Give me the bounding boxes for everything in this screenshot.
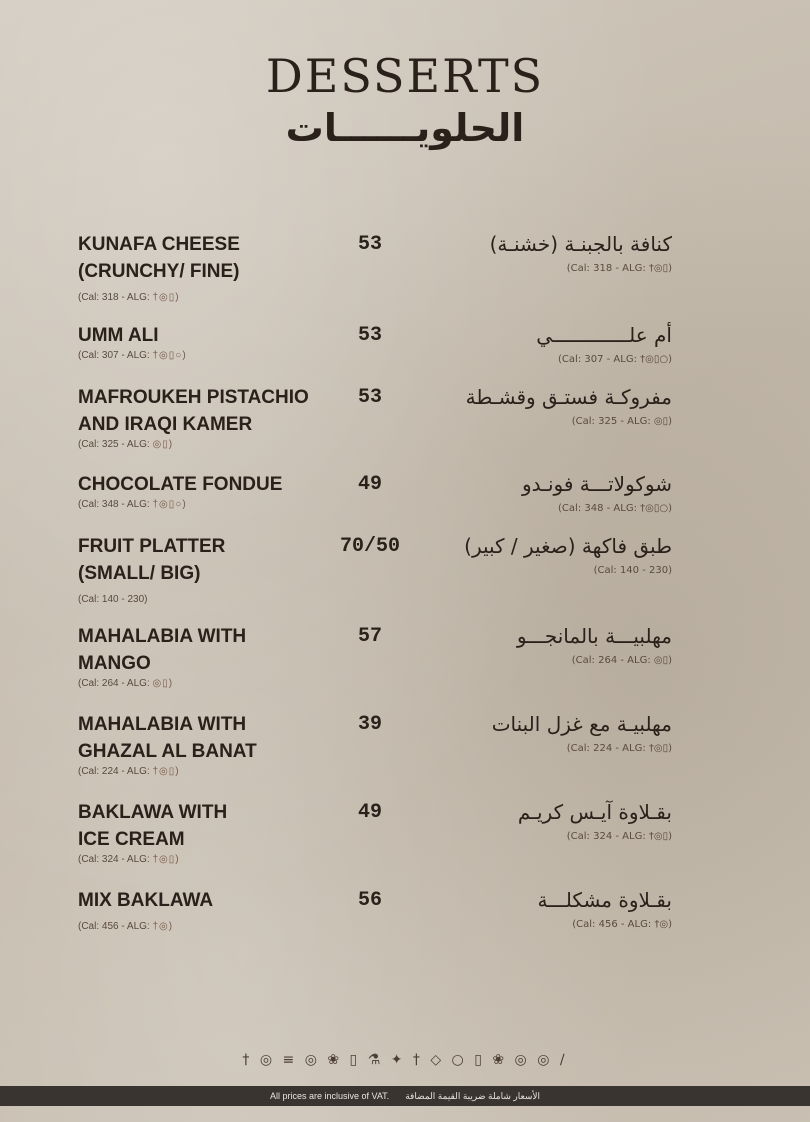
footer-bar [0,1086,810,1106]
item-calories [78,291,328,305]
item-price: 49 [357,473,382,496]
item-calories-ar: (Cal: 324 - ALG: †◎▯) [566,831,672,842]
item-name-en [78,623,328,691]
item-name-ar [412,231,672,276]
item-calories-ar: (Cal: 348 - ALG: †◎▯○) [558,503,672,514]
item-name-line: MIX BAKLAWA [78,890,214,911]
item-name-ar [412,533,672,578]
allergen-icons: †◎▯) [152,766,180,777]
item-name-en [78,322,328,363]
item-name-line: CHOCOLATE FONDUE [78,474,283,495]
item-price: 53 [357,324,382,347]
calorie-text: (Cal: 264 - ALG: [78,678,150,689]
item-calories [78,920,328,934]
arabic-name: بقـلاوة مشكلـــة [537,888,672,912]
item-name-en [78,711,328,779]
item-name-en [78,887,328,934]
arabic-name: شوكولاتـــة فونـدو [521,472,672,496]
calorie-text: (Cal: 325 - ALG: [78,439,150,450]
page-title: DESSERTS [265,49,545,103]
allergen-icons: ◎▯) [152,439,174,450]
arabic-name: مفروكـة فستـق وقشـطة [465,385,672,409]
item-name-en [78,471,328,512]
item-name-line: MAHALABIA WITH [78,626,247,647]
allergen-icons: †◎) [152,921,174,932]
item-name-ar [412,322,672,367]
item-name-line: MAFROUKEH PISTACHIO [78,387,309,408]
item-name-en [78,799,328,867]
item-name-line: KUNAFA CHEESE [78,234,240,255]
arabic-name: طبق فاكهة (صغير / كبير) [464,534,672,558]
item-calories: (Cal: 140 - 230) [78,594,148,605]
allergen-icons: ◎▯) [152,678,174,689]
allergen-icons: †◎▯○) [152,350,187,361]
calorie-text: (Cal: 307 - ALG: [78,350,150,361]
item-name-en [78,533,328,607]
item-name-line: FRUIT PLATTER [78,536,226,557]
arabic-name: بقـلاوة آيـس كريـم [517,800,672,824]
calorie-text: (Cal: 456 - ALG: [78,921,150,932]
calorie-text: (Cal: 348 - ALG: [78,499,150,510]
item-calories-ar: (Cal: 318 - ALG: †◎▯) [566,263,672,274]
item-calories-ar: (Cal: 140 - 230) [593,565,672,576]
item-calories [78,498,328,512]
item-name-line: BAKLAWA WITH [78,802,228,823]
calorie-text: (Cal: 224 - ALG: [78,766,150,777]
item-name-ar [412,384,672,429]
item-name-ar [412,623,672,668]
item-calories [78,438,328,452]
item-name-line: (CRUNCHY/ FINE) [78,261,240,282]
item-name-en [78,384,328,452]
item-name-en [78,231,328,305]
item-name-ar [412,471,672,516]
item-name-ar [412,711,672,756]
item-name-ar [412,887,672,932]
item-name-line: (SMALL/ BIG) [78,563,201,584]
allergen-legend-icons: † ◎ ≡ ◎ ❀ ▯ ⚗ ✦ † ◇ ○ ▯ ❀ ◎ ◎ ∕ [242,1052,568,1068]
item-name-line: UMM ALI [78,325,159,346]
arabic-name: مهلبيـة مع غزل البنات [491,712,672,736]
arabic-name: مهلبيـــة بالمانجـــو [516,624,672,648]
item-calories-ar: (Cal: 264 - ALG: ◎▯) [571,655,672,666]
page-title-arabic: الحلويــــــات [285,106,525,150]
item-name-ar [412,799,672,844]
item-name-line: MAHALABIA WITH [78,714,247,735]
item-calories-ar: (Cal: 456 - ALG: †◎) [572,919,672,930]
calorie-text: (Cal: 318 - ALG: [78,292,150,303]
item-name-line: MANGO [78,653,151,674]
item-calories-ar: (Cal: 325 - ALG: ◎▯) [571,416,672,427]
item-price: 57 [357,625,382,648]
allergen-icons: †◎▯) [152,292,180,303]
vat-note-en: All prices are inclusive of VAT. [269,1091,390,1101]
item-calories [78,349,328,363]
allergen-icons: †◎▯○) [152,499,187,510]
item-price: 53 [357,233,382,256]
item-price: 53 [357,386,382,409]
item-price: 56 [357,889,382,912]
item-price: 49 [357,801,382,824]
item-price: 70/50 [339,535,400,558]
vat-note-ar: الأسعار شاملة ضريبة القيمة المضافة [405,1090,541,1101]
arabic-name: أم علـــــــــــــي [536,323,672,347]
item-calories [78,765,328,779]
item-calories [78,677,328,691]
item-price: 39 [357,713,382,736]
item-calories-ar: (Cal: 307 - ALG: †◎▯○) [558,354,672,365]
allergen-icons: †◎▯) [152,854,180,865]
item-name-line: AND IRAQI KAMER [78,414,253,435]
item-calories [78,853,328,867]
item-calories-ar: (Cal: 224 - ALG: †◎▯) [566,743,672,754]
arabic-name: كنافة بالجبنـة (خشنـة) [489,232,672,256]
item-name-line: GHAZAL AL BANAT [78,741,257,762]
item-name-line: ICE CREAM [78,829,185,850]
calorie-text: (Cal: 324 - ALG: [78,854,150,865]
